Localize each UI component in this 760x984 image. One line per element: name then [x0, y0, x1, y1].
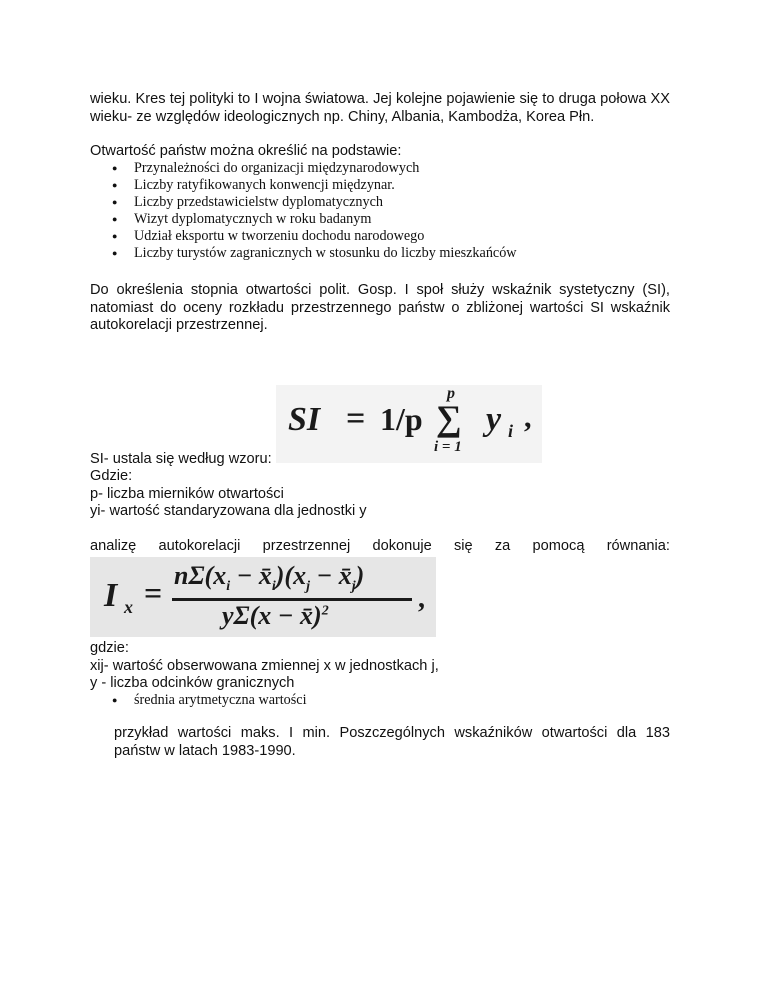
si-formula-lhs: SI [288, 401, 321, 438]
ix-numerator [174, 561, 364, 595]
list-item: ● Liczby ratyfikowanych konwencji międzynar. [90, 177, 517, 194]
word: równania: [606, 538, 670, 554]
def-yi: yi- wartość standaryzowana dla jednostki y [90, 503, 367, 519]
def-xij: xij- wartość obserwowana zmiennej x w jednostkach j, [90, 658, 439, 674]
intro-paragraph: wieku. Kres tej polityki to I wojna światowa. Jej kolejne pojawienie się to druga połowa XX wieku- ze względów ideologicznych np. Chiny, Albania, Kambodża, Korea Płn. [90, 91, 670, 125]
where-label-2: gdzie: [90, 640, 129, 656]
list-item: ● Udział eksportu w tworzeniu dochodu narodowego [90, 228, 517, 245]
si-description: SI- ustala się według wzoru: [90, 451, 272, 467]
ix-num-part: )(x [275, 561, 307, 590]
list-item: ● średnia arytmetyczna wartości [90, 692, 307, 709]
list-item: ● Wizyt dyplomatycznych w roku badanym [90, 211, 517, 228]
list-item: ● Liczby przedstawicielstw dyplomatycznych [90, 194, 517, 211]
si-formula-sum-upper: p [447, 385, 455, 402]
si-formula-eq: = [346, 400, 366, 437]
ix-comma: , [418, 583, 425, 614]
ix-lhs: I [104, 577, 118, 614]
si-formula-sum-lower: i = 1 [434, 439, 462, 455]
si-paragraph: Do określenia stopnia otwartości polit. Gosp. I społ służy wskaźnik systetyczny (SI), natomiast do oceny rozkładu przestrzennego państw o zbliżonej wartości SI wskaźnik autokorelacji przestrzennej. [90, 282, 670, 333]
ix-eq: = [144, 575, 163, 611]
example-paragraph: przykład wartości maks. I min. Poszczególnych wskaźników otwartości dla 183 państw w latach 1983-1990. [114, 725, 670, 759]
si-formula-comma: , [524, 401, 532, 434]
autocorrelation-line [90, 538, 670, 556]
openness-heading: Otwartość państw można określić na podstawie: [90, 143, 402, 159]
ix-num-sub: i [271, 579, 276, 595]
word: dokonuje [372, 538, 432, 554]
si-formula-coef: 1/p [380, 401, 423, 437]
ix-lhs-sub: x [124, 597, 133, 617]
ix-num-part: − x̄ [230, 561, 272, 590]
list-item: ● Liczby turystów zagranicznych w stosunku do liczby mieszkańców [90, 245, 517, 262]
word: autokorelacji [158, 538, 241, 554]
word: pomocą [532, 538, 585, 554]
word: za [494, 538, 511, 554]
def-y: y - liczba odcinków granicznych [90, 675, 295, 691]
ix-num-sub: j [306, 579, 310, 595]
ix-den-part: yΣ(x − x̄) [222, 601, 322, 630]
openness-criteria-list [90, 160, 517, 262]
si-formula [276, 385, 542, 463]
mean-list [90, 692, 307, 709]
list-item: ● Przynależności do organizacji międzynarodowych [90, 160, 517, 177]
word: przestrzennej [262, 538, 351, 554]
si-formula-term-sub: i [508, 421, 514, 441]
ix-denominator [222, 601, 329, 631]
where-label: Gdzie: [90, 468, 133, 484]
def-p: p- liczba mierników otwartości [90, 486, 284, 502]
ix-num-part: nΣ(x [174, 561, 227, 590]
ix-den-exp: 2 [321, 603, 329, 619]
ix-num-part: ) [355, 561, 365, 590]
ix-num-part: − x̄ [309, 561, 352, 590]
autocorrelation-formula [90, 557, 436, 637]
si-formula-term: y [486, 401, 502, 438]
si-formula-sigma: ∑ [436, 398, 462, 438]
word: analizę [90, 538, 137, 554]
word: się [453, 538, 473, 554]
ix-num-sub: j [351, 579, 356, 595]
ix-num-sub: i [226, 579, 231, 595]
